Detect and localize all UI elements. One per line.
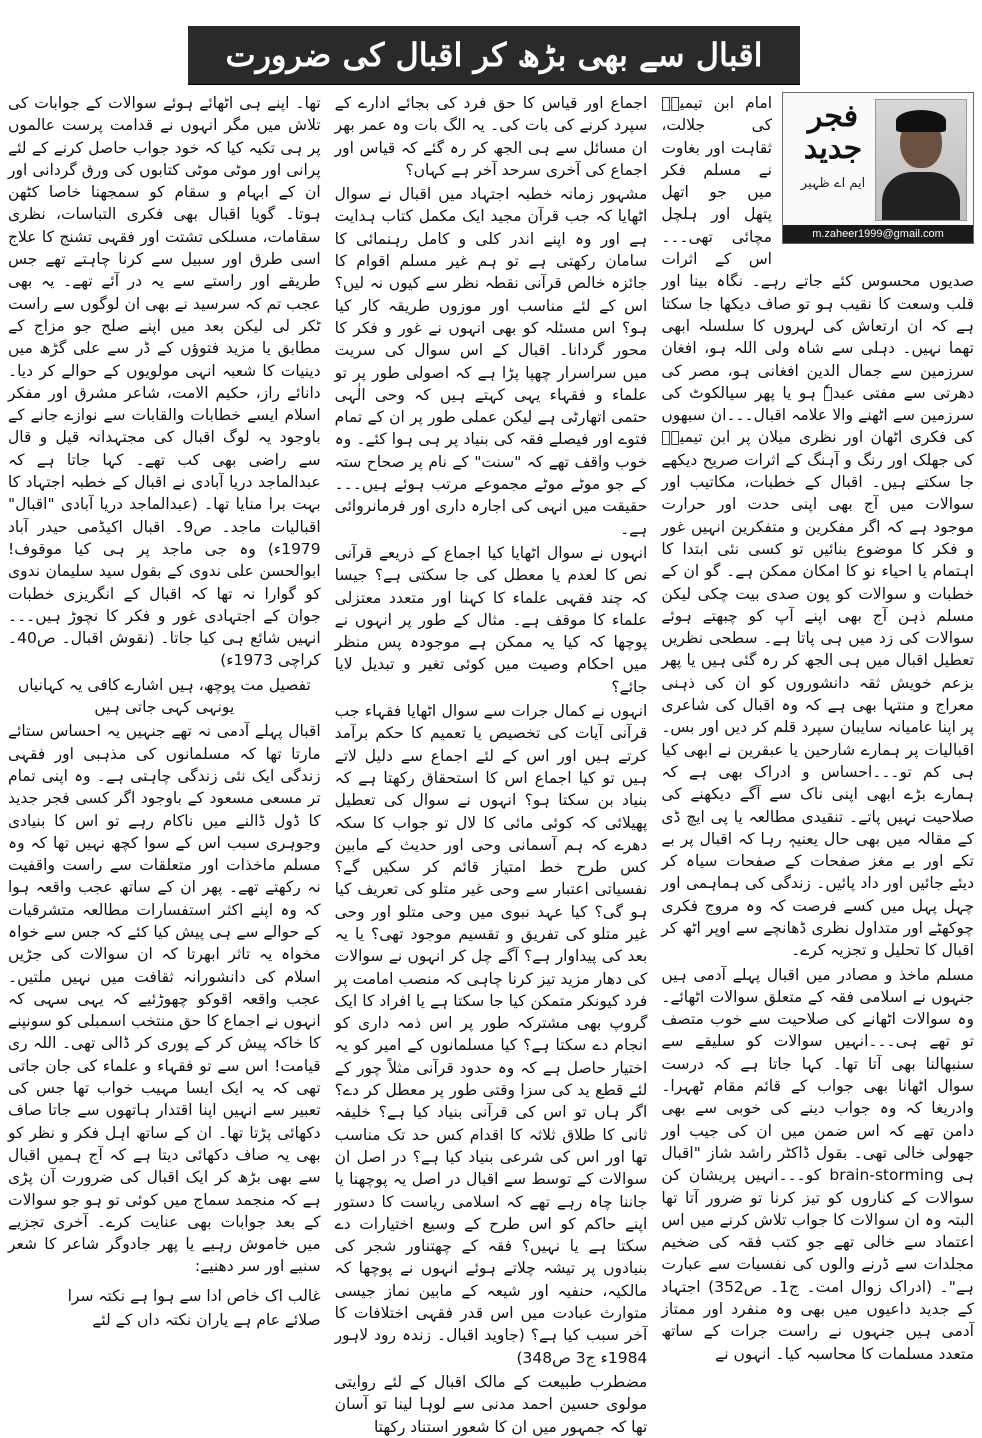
headline: اقبال سے بھی بڑھ کر اقبال کی ضرورت — [225, 36, 763, 74]
column-right — [661, 92, 974, 1363]
paragraph: اجماع اور قیاس کا حق فرد کی بجائے ادارے کے سپرد کرنے کی بات کی۔ یہ الگ بات وہ عمر بھر ان مسائل سے ہی الجھ کر رہ گئے کہ قیاس اور اجماع کی آخری سرحد آخر ہے کہاں؟ — [334, 94, 648, 179]
paragraph: مسلم ماخذ و مصادر میں اقبال پہلے آدمی ہیں جنہوں نے اسلامی فقہ کے متعلق سوالات اٹھائے۔ وہ سوالات اٹھانے کی صلاحیت سے خوب متصف تو تھے ہی۔۔۔انہیں سوالات کو سلیقے سے سنبھالنا بھی آتا تھا۔ کہا جاتا ہے کہ درست سوال اٹھانا بھی جواب کے قائم مقام ٹھہرا۔ وادریغا کہ وہ جواب دینے کی خوبی سے بھی دامن تھے کہ اس ضمن میں ان کی جیب اور جھولی خالی تھی۔ بقول ڈاکٹر راشد شاز "اقبال ہی brain-storming کو۔۔۔انہیں پریشان کن سوالات کے کناروں کو تیز کرنا تو ضرور آتا تھا البتہ وہ ان سوالات کا جواب تلاش کرنے میں اس اعتماد سے خالی تھے جو کتب فقہ کی ضخیم مجلدات سے ڈرنے والوں کی نفسیات سے عبارت ہے"۔ (ادراک زوال امت۔ ج1۔ ص352) اجتہاد کے جدید داعیوں میں بھی وہ منفرد اور ممتاز آدمی ہیں جنہوں نے راست جرات کے ساتھ متعدد مسلمات کا محاسبہ کیا۔ انہوں نے — [661, 965, 974, 1363]
article-columns — [7, 92, 974, 1436]
closing-verse — [8, 1284, 321, 1332]
author-name: ایم اے ظہیر — [800, 176, 866, 191]
column-masthead: فجر جدید — [803, 99, 863, 166]
paragraph: امام ابن تیمیہؒ کی جلالت، ثقاہت اور بغاوت نے مسلم فکر میں جو اتھل پتھل اور ہلچل مچائی تھی۔۔۔اس کے اثرات صدیوں محسوس کئے جاتے رہے۔ نگاہ بینا اور قلب وسعت کا نقیب ہو تو صاف دیکھا جا سکتا ہے کہ ان ارتعاش کی لہروں کا سلسلہ ابھی تھما نہیں۔ دہلی سے شاہ ولی اللہ ہو، افغان سرزمین سے جمال الدین افغانی ہو، مصر کی دھرتی سے مفتی عبدہٗ ہو یا پھر سیالکوٹ کی سرزمین سے اٹھنے والا علامہ اقبال۔۔۔ان سبھوں کی فکری اٹھان اور نظری میلان پر ابن تیمیہؒ کی جھلک اور رنگ و آہنگ کے اثرات صریح دیکھے جا سکتے ہیں۔ اقبال کے خطبات، مکاتیب اور سوالات میں آج بھی اپنی حدت اور حرارت موجود ہے کہ اگر مفکرین و متفکرین انہیں غور و فکر کا موضوع بنائیں تو کسی نئی ابتدا کا اہتمام یا احیاء نو کا امکان ممکن ہے۔ گو ان کے خطبات و سوالات کو پون صدی بیت چکی لیکن مسلم ذہن آج بھی اپنے آپ کو چبھتے ہوئے سوالات کی زد میں ہی پاتا ہے۔ سطحی نظریں تعطیل اقبال میں ہی الجھ کر رہ گئی ہیں یا پھر بزعم خویش ثقہ دانشوروں کو ان کی ذہنی معراج و منتہا بھی ہے کہ وہ اقبال کی شاعری پر اپنا عامیانہ سایبان سپرد قلم کر دیں اور بس۔ اقبالیات پر ہمارے شارحین یا عبقرین نے ابھی کیا ہی کم تو۔۔۔احساس و ادراک بھی ہے کہ ہمارے بڑے ابھی اپنی ناک سے آگے دیکھنے کی صلاحیت نہیں پاتے۔ تنقیدی مطالعہ یا پی ایچ ڈی کے مقالہ میں بھی حال یعنیہٖ رہا کہ اقبال پر بے تکے اور بے مغز صفحات کے صفحات سیاہ کر دیئے جائیں اور داد پائیں۔ زندگی کی ہماہمی اور چہل پہل میں کسے فرصت کہ وہ مروج فکری چوکھٹے اور متداول نظری ڈھانچے سے اوپر اٹھ کر اقبال کا تحلیل و تجزیہ کرے۔ — [661, 94, 974, 960]
headline-banner — [188, 26, 800, 84]
verse: تفصیل مت پوچھ، ہیں اشارے کافی یہ کہانیاں یونہی کہی جاتی ہیں — [17, 675, 311, 717]
paragraph: اقبال پہلے آدمی نہ تھے جنہیں یہ احساس ستائے مارتا تھا کہ مسلمانوں کی مذہبی اور فقہی زندگی ایک نئی زندگی چاہتی ہے۔ وہ اپنی تمام تر مسعی مسعود کے باوجود اگر کسی فجر جدید کا ڈول ڈالنے میں ناکام رہے تو اس کا بنیادی وجوہری سبب اس کے سوا کچھ نہیں تھا کہ وہ مسلم ماخذات اور متعلقات سے راست واقفیت نہ رکھتے تھے۔ پھر ان کے ساتھ عجب واقعہ ہوا کہ وہ اپنے اکثر استفسارات مطالعہ متشرقیات کے حوالے سے ہی پیش کیا کئے کہ جس سے خواہ مخواہ یہ تاثر ابھرتا کہ ان سوالات کی جڑیں اسلام کی دانشورانہ ثقافت میں نہیں ملتیں۔ عجب واقعہ اقوکو چھوڑئیے کہ یہی سہی کہ انہوں نے اجماع کا حق منتخب اسمبلی کو سونپنے کا خاکہ پیش کر کے پوری کر ڈالی تھی۔ اللہ ری قیامت! اس سے تو فقہاء و علماء کی جان جاتی تھی کہ یہ ایک ایسا مہیب خواب تھا جس کی تعبیر سے انہیں اپنا اقتدار ہاتھوں سے جاتا صاف دکھائی پڑتا تھا۔ ان کے ساتھ اہل فکر و نظر کو بھی یہ صاف دکھائی دیتا ہے کہ آج ہمیں اقبال سے بھی بڑھ کر ایک اقبال کی ضرورت آن پڑی ہے کہ منجمد سماج میں کوئی تو ہو جو سوالات کے بعد جوابات بھی عنایت کرے۔ آخری تجزیے میں خاموش رہیے یا پھر جادوگر شاعر کا شعر سنیے اور سر دھنیے: — [7, 722, 321, 1276]
author-email: m.zaheer1999@gmail.com — [783, 225, 973, 243]
verse-line: غالب اک خاص ادا سے ہوا ہے نکتہ سرا — [67, 1286, 321, 1305]
author-photo — [875, 99, 967, 221]
paragraph: انہوں نے کمال جرات سے سوال اٹھایا فقہاء جب قرآنی آیات کی تخصیص یا تعمیم کا حکم برآمد کرتے ہیں اور اس کے لئے اجماع سے دلیل لاتے ہیں تو کیا اجماع اس کا استحقاق رکھتا ہے کہ بنیاد بن سکتا ہو؟ انہوں نے سوال کی تعطیل پھیلائی کہ کوئی مائی کا لال تو جواب کا سکہ دھرے کہ ہم آسمانی وحی اور حدیث کے مابین کس طرح خط امتیاز قائم کر سکیں گے؟ نفسیاتی اعتبار سے وحی غیر متلو کی تعریف کیا ہو گی؟ کیا عہد نبوی میں وحی متلو اور وحی غیر متلو کی تفریق و تقسیم موجود تھی؟ یا یہ بعد کی پیداوار ہے؟ آگے چل کر انہوں نے سوالات کی دھار مزید تیز کرنا چاہی کہ منصب امامت پر فرد کیونکر متمکن کیا جا سکتا ہے یا افراد کا ایک گروپ بھی مشترکہ طور پر اس ذمہ داری کو انجام دے سکتا ہے؟ کیا مسلمانوں کے امیر کو یہ اختیار حاصل ہے کہ وہ حدود قرآنی مثلاً چور کے لئے قطع ید کی سزا وقتی طور پر معطل کر دے؟ اگر ہاں تو اس کی قرآنی بنیاد کیا ہے؟ خلیفہ ثانی کا طلاق ثلاثہ کا اقدام کس حد تک مناسب تھا اور اس کی شرعی بنیاد کیا ہے؟ در اصل ان سوالات کے توسط سے اقبال در اصل یہ پوچھنا یا جاننا چاہ رہے تھے کہ اسلامی ریاست کا دستور اپنے حاکم کو اس طرح کے وسیع اختیارات دے سکتا ہے یا نہیں؟ فقہ کے چھتناور شجر کی بنیادوں پر تیشہ چلاتے ہوئے انہوں نے پوچھا کہ مالکیہ، حنفیہ اور شیعہ کے مابین نماز جیسی متوارث عبادت میں اس قدر فقہی اختلافات کا آخر سبب کیا ہے؟ (جاوید اقبال۔ زندہ رود لاہور 1984ء ج3 ص348) — [334, 702, 648, 1367]
column-left — [7, 92, 321, 1329]
column-middle — [334, 92, 648, 1436]
author-box — [782, 92, 974, 244]
paragraph: انہوں نے سوال اٹھایا کیا اجماع کے ذریعے قرآنی نص کا لعدم یا معطل کی جا سکتی ہے؟ جیسا کہ چند فقہی علماء کا کہنا اور متعدد معتزلی علماء کا موقف ہے۔ مثال کے طور پر انہوں نے پوچھا کہ کیا یہ ممکن ہے موجودہ پس منظر میں احکام وصیت میں کوئی تغیر و تبدیل لایا جائے؟ — [334, 543, 648, 696]
paragraph: تھا۔ اپنے ہی اٹھائے ہوئے سوالات کے جوابات کی تلاش میں مگر انہوں نے قدامت پرست عالموں پر ہی تکیہ کیا کہ خود جواب حاصل کرنے کے لئے پرانی اور موٹی موٹی کتابوں کی ورق گردانی اور ان کے ابہام و سقام کو سمجھنا خاصا کٹھن ہوتا۔ گویا اقبال بھی فکری التباسات، نظری سقامات، مسلکی تشتت اور فقہی تشنج کا علاج اسی طرق اور سبیل سے کرنا چاہتے تھے جس طریقے اور راستے سے یہ در آئے تھے۔ یہ بھی عجب تم کہ سرسید نے بھی ان لوگوں سے راست ٹکر لی لیکن بعد میں اپنے صلح جو مزاج کے مطابق یا مزید فتوؤں کے ڈر سے علی گڑھ میں دینیات کا شعبہ انہی مولویوں کے حوالے کر دیا۔ دانائے راز، حکیم الامت، شاعر مشرق اور مفکر اسلام ایسے خطابات والقابات سے نوازے جانے کے باوجود یہ لوگ اقبال کی مجتہدانہ قیل و قال سے راضی بھی کب تھے۔ کہا جاتا ہے کہ عبدالماجد دریا آبادی نے اقبال کے خطبہ اجتہاد کا بہت برا منایا تھا۔ (عبدالماجد دریا آبادی "اقبال" اقبالیات ماجد۔ ص9۔ اقبال اکیڈمی حیدر آباد 1979ء) وہ جی ماجد پر ہی کیا موقوف! ابوالحسن علی ندوی کے بقول سید سلیمان ندوی کو گوارا نہ تھا کہ اقبال کے انگریزی خطبات جوان کے اجتہادی غور و فکر کا نچوڑ ہیں۔۔۔انہیں شائع ہی کیا جاتا۔ (نقوش اقبال۔ ص40۔ کراچی 1973ء) — [7, 94, 321, 670]
paragraph: مشہور زمانہ خطبہ اجتہاد میں اقبال نے سوال اٹھایا کہ جب قرآن مجید ایک مکمل کتاب ہدایت ہے اور وہ اپنے اندر کلی و کامل رہنمائی کا سامان رکھتی ہے تو ہم غیر مسلم اقوام کا جائزہ خالص قرآنی نقطہ نظر سے کیوں نہ لیں؟ اس کے لئے مناسب اور موزوں طریقہ کار کیا ہو؟ اس مسئلہ کو بھی انہوں نے غور و فکر کا محور گردانا۔ اقبال کے اس سوال کی سریت میں سراسرار چھپا پڑا ہے کہ اصولی طور پر تو علماء و فقہاء یہی کہتے ہیں کہ وحی الٰہی حتمی اتھارٹی ہے لیکن عملی طور پر ان کے تمام فتوے اور فیصلے فقہ کی بنیاد پر ہی ہوا کئے۔ وہ خوب واقف تھے کہ "سنت" کے نام پر صحاح ستہ کے جو موٹے موٹے مجموعے مرتب ہوئے ہیں۔۔۔حقیقت میں انہی کی اجارہ داری اور فرمانروائی ہے۔ — [334, 185, 648, 538]
paragraph: مضطرب طبیعت کے مالک اقبال کے لئے روایتی مولوی حسین احمد مدنی سے لوہا لینا تو آسان تھا کہ جمہور میں ان کا شعور استناد رکھتا — [334, 1372, 648, 1436]
verse-line: صلائے عام ہے یاران نکتہ داں کے لئے — [92, 1310, 321, 1329]
